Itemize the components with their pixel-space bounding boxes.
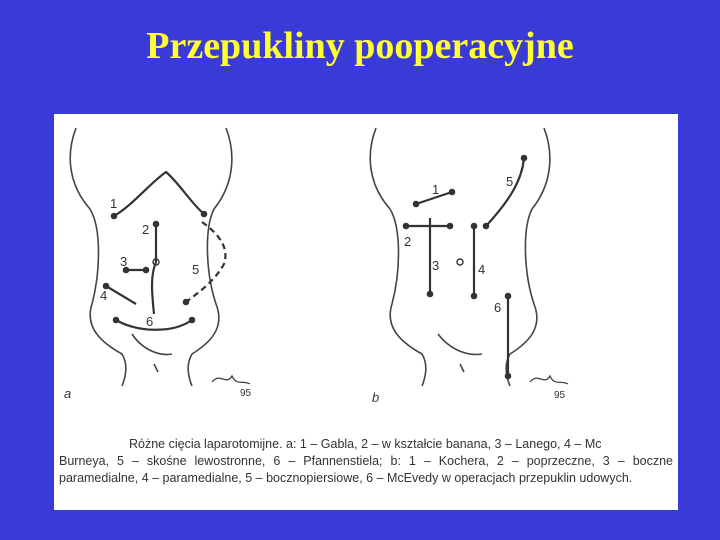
signature-a — [212, 376, 250, 384]
incision-b5-thoracic-lateral — [486, 158, 524, 226]
signature-b-text: 95 — [554, 390, 566, 401]
caption-line-1: Różne cięcia laparotomijne. a: 1 – Gabla, 2 – w kształcie banana, 3 – Lanego, 4 – Mc — [129, 437, 602, 451]
incision-a6-pfannenstiel — [116, 320, 192, 330]
label-b1: 1 — [432, 182, 440, 197]
torso-a-inguinal — [132, 334, 172, 354]
panel-letter-b: b — [372, 390, 380, 405]
label-b6: 6 — [494, 300, 502, 315]
label-b5: 5 — [506, 174, 514, 189]
labels-b — [372, 174, 568, 405]
torso-b-left-outline — [370, 128, 426, 386]
figure-caption — [59, 436, 673, 487]
label-a6: 6 — [146, 314, 154, 329]
incision-a2-banana — [152, 224, 156, 314]
incision-a4-mcburney — [106, 286, 136, 304]
torso-a — [70, 128, 232, 386]
label-b3: 3 — [432, 258, 440, 273]
torso-a-navel-fold — [154, 364, 158, 372]
torso-a-left-outline — [70, 128, 126, 386]
panel-letter-a: a — [64, 386, 72, 401]
signature-b — [530, 376, 568, 384]
caption-rest: Burneya, 5 – skośne lewostronne, 6 – Pfannenstiela; b: 1 – Kochera, 2 – poprzeczne, 3 – boczne paramedialne, 4 – paramedialne, 5 – bocznopiersiowe, 6 – McEvedy w operacjach przepuklin udowych. — [59, 454, 673, 485]
signature-a-text: 95 — [240, 388, 252, 399]
label-b4: 4 — [478, 262, 486, 277]
label-a1: 1 — [110, 196, 118, 211]
figure-panel — [54, 114, 678, 510]
incisions-b — [404, 156, 526, 378]
label-a3: 3 — [120, 254, 128, 269]
label-b2: 2 — [404, 234, 412, 249]
torso-b-inguinal — [438, 334, 482, 354]
label-a5: 5 — [192, 262, 200, 277]
torso-b-navel-fold — [460, 364, 464, 372]
label-a4: 4 — [100, 288, 108, 303]
label-a2: 2 — [142, 222, 150, 237]
incision-a1-gabla — [114, 172, 204, 216]
navel-b — [457, 259, 463, 265]
torso-b-right-outline — [506, 128, 550, 386]
slide-title: Przepukliny pooperacyjne — [146, 25, 574, 67]
